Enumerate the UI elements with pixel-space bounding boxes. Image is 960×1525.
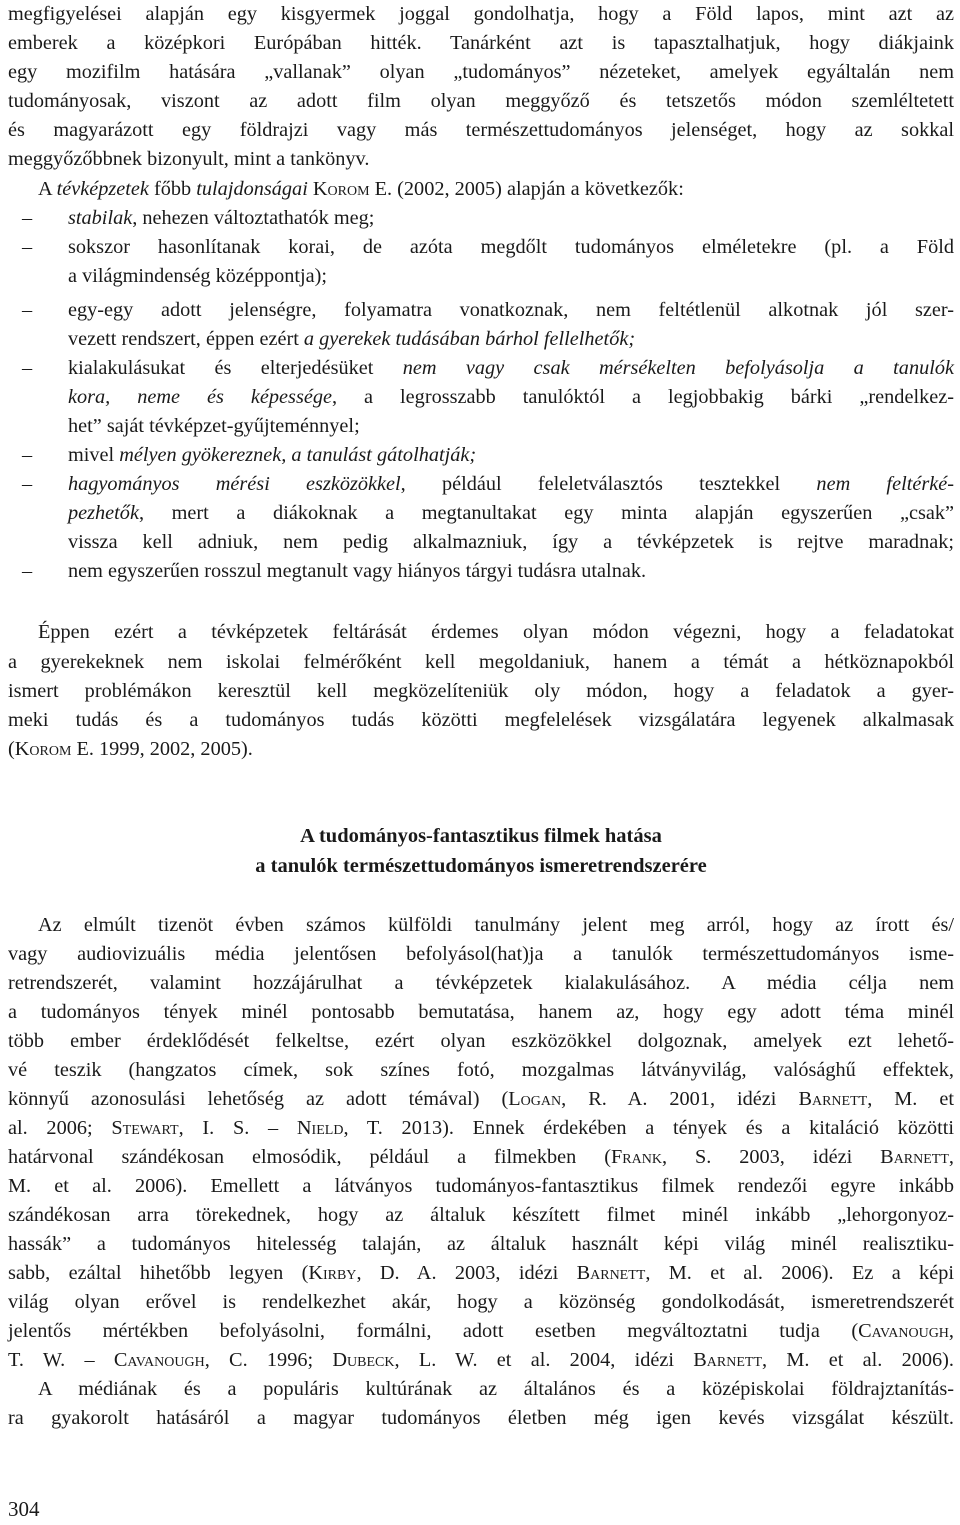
author-name: Barnett	[880, 1146, 949, 1168]
text-line: meki tudás és a tudományos tudás közötti megfelelések vizsgálatára legyenek alkalmasak	[8, 709, 954, 731]
text-run: ,	[948, 1146, 954, 1168]
text-line: retrendszerét, valamint hozzájárulhat a tévképzetek kialakulásához. A média célja nem	[8, 972, 954, 994]
emphasis: nem vagy csak mérsékelten befolyásolja a tanulók	[402, 357, 954, 379]
text-run: , M. et al. 2006).	[762, 1349, 954, 1371]
text-run: T. W. –	[8, 1349, 114, 1371]
text-line	[8, 1317, 954, 1346]
author-name: Barnett	[693, 1349, 763, 1371]
text-line: a világmindenség középpontja);	[68, 265, 328, 287]
author-name: Cavanough	[113, 1349, 205, 1371]
text-run: , C. 1996;	[204, 1349, 333, 1371]
text-run: 1999, 2002, 2005).	[93, 738, 253, 760]
text-run: , M. et al. 2006). Ez a képi	[645, 1262, 954, 1284]
text-line: M. et al. 2006). Emellett a látványos tudományos-fantasztikus filmek rendezői egyre inkább	[8, 1175, 954, 1197]
text-line: A médiának és a populáris kultúrának az általános és a középiskolai földrajztanítás-	[38, 1378, 954, 1400]
author-name: Nield	[296, 1117, 344, 1139]
dash-bullet: –	[22, 236, 33, 258]
section-heading: a tanulók természettudományos ismeretrendszerére	[255, 855, 707, 877]
author-name: Stewart	[111, 1117, 179, 1139]
text-line: vagy audiovizuális média jelentősen befolyásol(hat)ja a tanulók természettudományos isme-	[8, 943, 954, 965]
text-line: emberek a középkori Európában hitték. Tanárként azt is tapasztalhatjuk, hogy diákjaink	[8, 32, 954, 54]
author-name: Barnett	[576, 1262, 646, 1284]
text-line: vé teszik (hangzatos címek, sok színes fotó, mozgalmas látványvilág, valósághű effektek,	[8, 1059, 954, 1081]
emphasis: pezhetők	[68, 502, 139, 524]
author-name: Frank	[610, 1146, 662, 1168]
dash-bullet: –	[22, 299, 33, 321]
text-line: ra gyakorolt hatásáról a magyar tudományos életben még igen kevés vizsgálat készült.	[8, 1407, 954, 1429]
text-line	[8, 1085, 954, 1114]
text-line	[68, 325, 954, 354]
author-name: Korom E.	[312, 178, 393, 200]
emphasis: tévképzetek	[56, 178, 149, 200]
text-line: a gyerekeknek nem iskolai felmérőként kell megoldaniuk, hanem a témát a hétköznapokból	[8, 651, 954, 673]
text-line: sokszor hasonlítanak korai, de azóta megdőlt tudományos elméletekre (pl. a Föld	[68, 236, 954, 258]
text-run: , R. A. 2001, idézi	[561, 1088, 799, 1110]
text-run: , a legrosszabb tanulóktól a legjobbakig bárki „rendelkez-	[331, 386, 954, 408]
text-line: Éppen ezért a tévképzetek feltárását érdemes olyan módon végezni, hogy a feladatokat	[38, 621, 954, 643]
text-run: ,	[948, 1320, 954, 1342]
text-run: , I. S. –	[178, 1117, 297, 1139]
dash-bullet: –	[22, 207, 33, 229]
text-line	[8, 1259, 954, 1288]
dash-bullet: –	[22, 560, 33, 582]
emphasis: stabilak	[68, 207, 133, 229]
author-name: Cavanough	[858, 1320, 949, 1342]
text-run: , mert a diákoknak a megtanultakat egy minta alapján egyszerűen „csak”	[138, 502, 954, 524]
emphasis: hagyományos mérési eszközökkel	[68, 473, 401, 495]
text-run: (	[8, 738, 15, 760]
text-run: , például feleletválasztós tesztekkel	[400, 473, 817, 495]
text-line: meggyőzőbbnek bizonyult, mint a tankönyv.	[8, 148, 370, 170]
text-line	[68, 470, 954, 499]
text-run: főbb	[148, 178, 197, 200]
text-run: vezett rendszert, éppen ezért	[68, 328, 304, 350]
text-run: al. 2006;	[8, 1117, 112, 1139]
text-run: (2002, 2005) alapján a következők:	[392, 178, 684, 200]
text-run: mivel	[68, 444, 120, 466]
text-line: egy mozifilm hatására „vallanak” olyan „tudományos” nézeteket, amelyek egyáltalán nem	[8, 61, 954, 83]
text-line: a tudományos tények minél pontosabb bemutatása, hanem az, hogy egy adott téma minél	[8, 1001, 954, 1023]
text-line: egy-egy adott jelenségre, folyamatra vonatkoznak, nem feltétlenül alkotnak jól szer-	[68, 299, 954, 321]
text-line	[68, 354, 954, 383]
text-line: ismert problémákon keresztül kell megközelíteniük oly módon, hogy a feladatok a gyer-	[8, 680, 954, 702]
dash-bullet: –	[22, 444, 33, 466]
text-run: A	[38, 178, 57, 200]
text-line: Az elmúlt tizenöt évben számos külföldi tanulmány jelent meg arról, hogy az írott és/	[38, 914, 954, 936]
author-name: Kirby	[308, 1262, 357, 1284]
text-run: határvonal szándékosan elmosódik, például a filmekben (	[8, 1146, 611, 1168]
text-line: nem egyszerűen rosszul megtanult vagy hiányos tárgyi tudásra utalnak.	[68, 560, 647, 582]
emphasis: nem feltérké-	[816, 473, 954, 495]
text-line: het” saját tévképzet-gyűjteménnyel;	[68, 415, 360, 437]
text-run: kialakulásukat és elterjedésüket	[68, 357, 403, 379]
text-run: , M. et	[867, 1088, 954, 1110]
emphasis: a gyerekek tudásában bárhol fellelhetők;	[303, 328, 636, 350]
text-run: jelentős mértékben befolyásolni, formálni, adott esetben megváltoztatni tudja (	[8, 1320, 859, 1342]
text-line: több ember érdeklődését felkeltse, ezért olyan eszközökkel dolgoznak, amelyek ezt lehető-	[8, 1030, 954, 1052]
author-name: Korom E.	[14, 738, 94, 760]
emphasis: tulajdonságai	[196, 178, 308, 200]
text-run: , S. 2003, idézi	[661, 1146, 881, 1168]
text-line	[68, 383, 954, 412]
text-run: könnyű azonosulási lehetőség az adott témával) (	[8, 1088, 509, 1110]
text-line: világ olyan erővel is rendelkezhet akár, hogy a közönség gondolkodását, ismeretrendszerét	[8, 1291, 954, 1313]
section-heading: A tudományos-fantasztikus filmek hatása	[300, 825, 662, 847]
text-run: , T. 2013). Ennek érdekében a tények és a kitaláció közötti	[343, 1117, 955, 1139]
text-line: vissza kell adniuk, nem pedig alkalmazniuk, így a tévképzetek is rejtve maradnak;	[68, 531, 954, 553]
text-line: megfigyelései alapján egy kisgyermek joggal gondolhatja, hogy a Föld lapos, mint azt az	[8, 3, 954, 25]
list-intro	[8, 175, 954, 204]
author-name: Logan	[508, 1088, 562, 1110]
text-line	[8, 1114, 954, 1143]
dash-bullet: –	[22, 357, 33, 379]
text-run: sabb, ezáltal hihetőbb legyen (	[8, 1262, 309, 1284]
emphasis: mélyen gyökereznek, a tanulást gátolhatják;	[119, 444, 477, 466]
text-line	[68, 499, 954, 528]
text-line	[8, 1143, 954, 1172]
dash-bullet: –	[22, 473, 33, 495]
text-line: hassák” a tudományos hitelesség talaján, az általuk használt képi világ minél realisztiku-	[8, 1233, 954, 1255]
emphasis: kora, neme és képessége	[68, 386, 332, 408]
author-name: Dubeck	[332, 1349, 395, 1371]
page-number: 304	[8, 1497, 40, 1521]
text-line	[8, 1346, 954, 1375]
text-run: , nehezen változtathatók meg;	[132, 207, 375, 229]
text-line	[68, 441, 954, 470]
text-line: tudományosak, viszont az adott film olyan meggyőző és tetszetős módon szemléltetett	[8, 90, 954, 112]
author-name: Barnett	[798, 1088, 868, 1110]
text-line	[68, 204, 954, 233]
text-line: és magyarázott egy földrajzi vagy más természettudományos jelenséget, hogy az sokkal	[8, 119, 954, 141]
text-line	[8, 735, 954, 764]
text-line: szándékosan arra törekednek, hogy az általuk készített filmet minél inkább „lehorgonyoz-	[8, 1204, 954, 1226]
text-run: , D. A. 2003, idézi	[356, 1262, 577, 1284]
text-run: , L. W. et al. 2004, idézi	[394, 1349, 694, 1371]
